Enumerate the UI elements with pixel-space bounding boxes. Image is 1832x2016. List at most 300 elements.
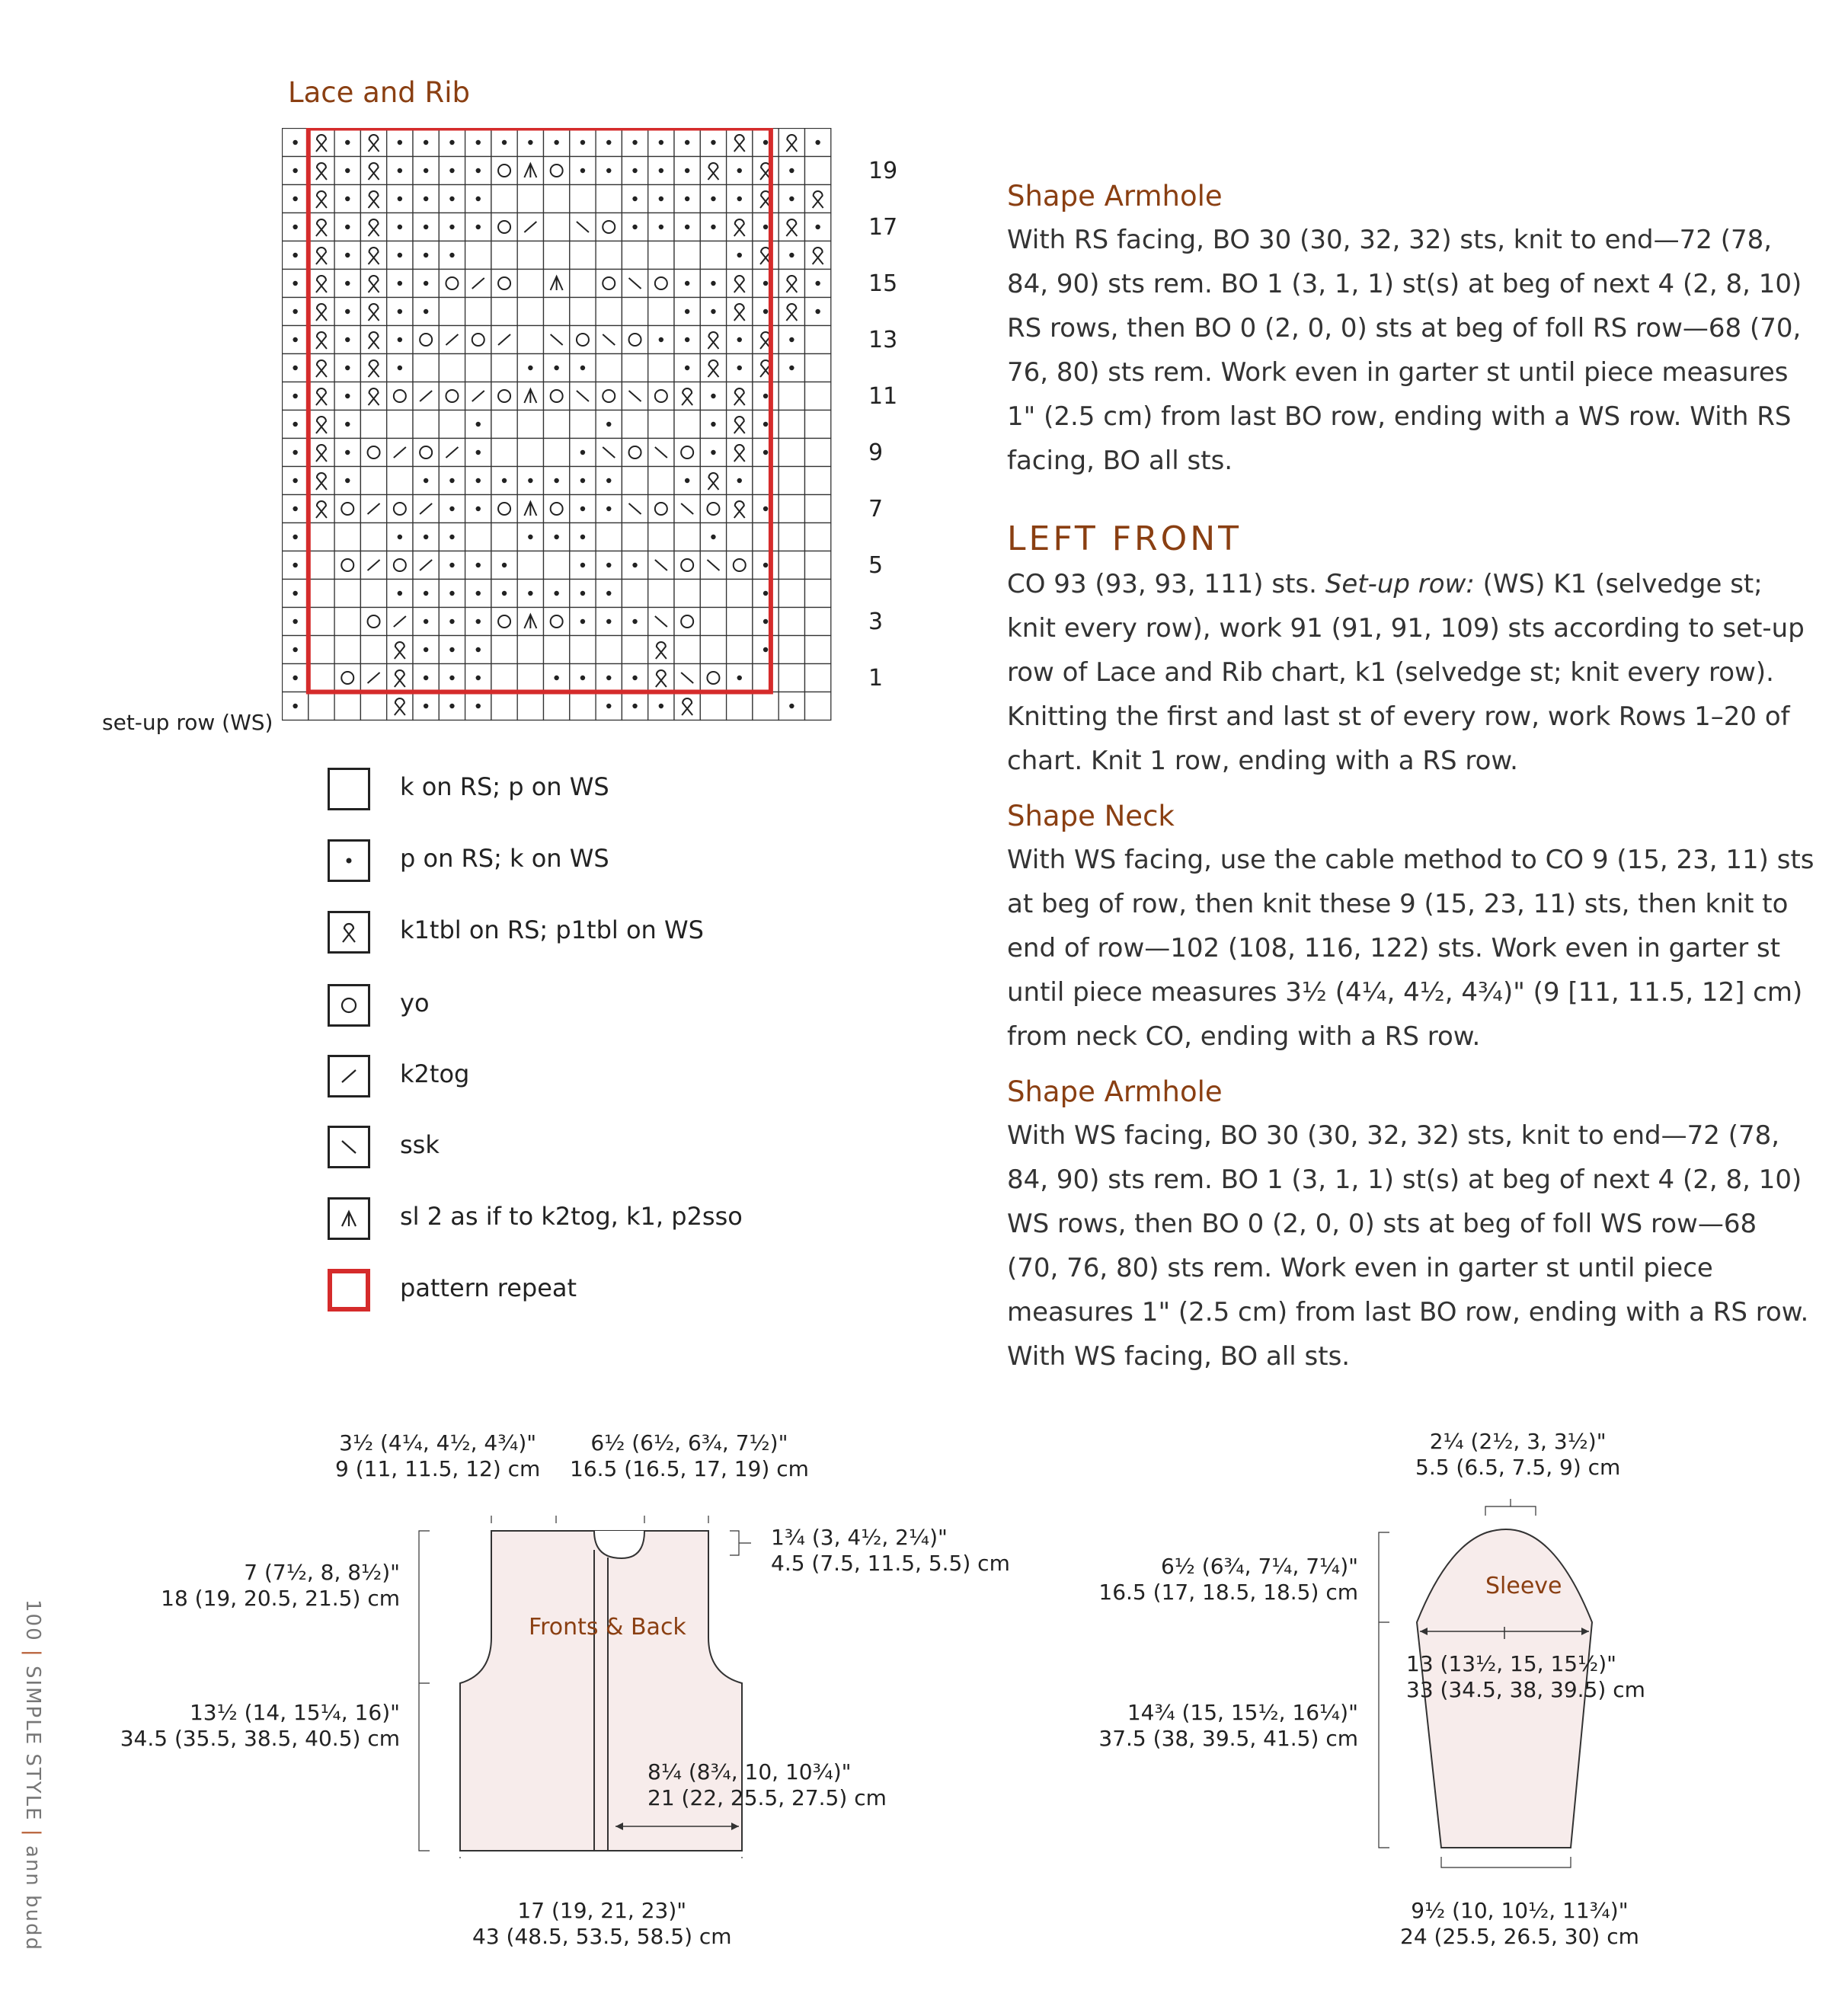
book-title: SIMPLE STYLE bbox=[21, 1665, 44, 1822]
purl-dot-icon bbox=[449, 676, 454, 680]
chart-cell bbox=[727, 298, 753, 326]
purl-dot-icon bbox=[345, 450, 350, 455]
dim-inches: 17 (19, 21, 23)" bbox=[517, 1898, 687, 1923]
purl-dot-icon bbox=[293, 647, 297, 652]
chart-cell bbox=[805, 241, 831, 270]
purl-dot-icon bbox=[293, 140, 297, 145]
dim-inches: 7 (7½, 8, 8½)" bbox=[244, 1560, 400, 1585]
chart-cell bbox=[622, 467, 647, 495]
chart-cell bbox=[309, 608, 334, 636]
chart-cell bbox=[360, 636, 386, 664]
chart-cell bbox=[805, 185, 831, 213]
purl-dot-icon bbox=[476, 196, 481, 201]
purl-dot-icon bbox=[449, 478, 454, 483]
chart-cell bbox=[805, 157, 831, 185]
purl-dot-icon bbox=[424, 478, 428, 483]
chart-cell bbox=[779, 580, 804, 608]
purl-dot-icon bbox=[293, 309, 297, 314]
section-heading-shape-armhole-2: Shape Armhole bbox=[1007, 1075, 1223, 1108]
purl-dot-icon bbox=[528, 140, 532, 145]
dim-armhole-depth bbox=[161, 1560, 400, 1612]
chart-cell bbox=[570, 298, 596, 326]
chart-cell bbox=[334, 636, 360, 664]
chart-cell bbox=[596, 213, 622, 241]
purl-dot-icon bbox=[424, 309, 428, 314]
chart-cell bbox=[544, 157, 570, 185]
chart-cell bbox=[544, 298, 570, 326]
purl-dot-icon bbox=[580, 478, 585, 483]
purl-dot-icon bbox=[345, 281, 350, 286]
italic-run: Set-up row: bbox=[1325, 569, 1475, 599]
chart-cell bbox=[805, 580, 831, 608]
purl-dot-icon bbox=[345, 225, 350, 229]
chart-cell bbox=[360, 467, 386, 495]
purl-dot-icon bbox=[476, 506, 481, 511]
purl-dot-icon bbox=[815, 140, 820, 145]
chart-cell bbox=[360, 129, 386, 157]
purl-dot-icon bbox=[398, 281, 402, 286]
purl-dot-icon bbox=[580, 140, 585, 145]
purl-dot-icon bbox=[476, 450, 481, 455]
chart-cell bbox=[309, 411, 334, 439]
chart-cell bbox=[517, 692, 543, 720]
dim-cm: 43 (48.5, 53.5, 58.5) cm bbox=[472, 1924, 732, 1949]
chart-cell bbox=[517, 298, 543, 326]
chart-cell bbox=[465, 523, 491, 551]
chart-cell bbox=[439, 270, 465, 298]
chart-cell bbox=[387, 664, 413, 692]
chart-cell bbox=[517, 326, 543, 354]
purl-dot-icon bbox=[632, 676, 637, 680]
setup-row-label: set-up row (WS) bbox=[102, 710, 273, 735]
chart-cell bbox=[622, 580, 647, 608]
purl-dot-icon bbox=[606, 563, 611, 567]
purl-dot-icon bbox=[398, 253, 402, 257]
purl-dot-icon bbox=[293, 535, 297, 539]
legend-label: ssk bbox=[400, 1130, 440, 1159]
double-decrease-icon bbox=[328, 1197, 370, 1240]
dim-inches: 3½ (4¼, 4½, 4¾)" bbox=[339, 1430, 537, 1455]
purl-dot-icon bbox=[449, 647, 454, 652]
chart-cell bbox=[674, 551, 700, 580]
purl-dot-icon bbox=[554, 140, 558, 145]
purl-dot-icon bbox=[345, 140, 350, 145]
chart-cell bbox=[805, 692, 831, 720]
purl-dot-icon bbox=[449, 506, 454, 511]
purl-dot-icon bbox=[476, 619, 481, 624]
chart-cell bbox=[309, 270, 334, 298]
purl-dot-icon bbox=[580, 619, 585, 624]
purl-dot-icon bbox=[632, 225, 637, 229]
chart-cell bbox=[309, 326, 334, 354]
purl-dot-icon bbox=[293, 619, 297, 624]
chart-cell bbox=[674, 411, 700, 439]
chart-cell bbox=[439, 411, 465, 439]
chart-cell bbox=[779, 213, 804, 241]
dim-cm: 9 (11, 11.5, 12) cm bbox=[335, 1456, 541, 1481]
chart-cell bbox=[805, 551, 831, 580]
chart-cell bbox=[727, 523, 753, 551]
purl-dot-icon bbox=[528, 591, 532, 596]
purl-dot-icon bbox=[293, 506, 297, 511]
purl-dot-icon bbox=[763, 506, 768, 511]
purl-dot-icon bbox=[424, 168, 428, 173]
dim-front-width bbox=[647, 1759, 887, 1811]
chart-cell bbox=[727, 495, 753, 523]
chart-cell bbox=[387, 551, 413, 580]
chart-cell bbox=[596, 354, 622, 382]
chart-cell bbox=[648, 636, 674, 664]
purl-dot-icon bbox=[737, 168, 742, 173]
purl-dot-icon bbox=[763, 225, 768, 229]
chart-cell bbox=[491, 523, 517, 551]
chart-cell bbox=[570, 692, 596, 720]
purl-dot-icon bbox=[815, 281, 820, 286]
page-number: 100 bbox=[21, 1599, 44, 1642]
dot-icon bbox=[328, 839, 370, 882]
purl-dot-icon bbox=[449, 535, 454, 539]
purl-dot-icon bbox=[293, 478, 297, 483]
chart-cell bbox=[544, 382, 570, 411]
chart-cell bbox=[570, 185, 596, 213]
purl-dot-icon bbox=[293, 704, 297, 708]
chart-cell bbox=[334, 495, 360, 523]
purl-dot-icon bbox=[476, 704, 481, 708]
purl-dot-icon bbox=[449, 563, 454, 567]
chart-cell bbox=[334, 692, 360, 720]
chart-cell bbox=[753, 692, 779, 720]
row-number: 13 bbox=[868, 327, 898, 353]
purl-dot-icon bbox=[554, 676, 558, 680]
chart-cell bbox=[674, 692, 700, 720]
dim-cap-height bbox=[1098, 1554, 1358, 1605]
purl-dot-icon bbox=[763, 281, 768, 286]
chart-cell bbox=[517, 636, 543, 664]
dim-inches: 1¾ (3, 4½, 2¼)" bbox=[771, 1525, 948, 1550]
chart-cell bbox=[309, 382, 334, 411]
chart-cell bbox=[309, 439, 334, 467]
chart-cell bbox=[570, 326, 596, 354]
chart-cell bbox=[309, 467, 334, 495]
chart-cell bbox=[570, 636, 596, 664]
chart-cell bbox=[674, 523, 700, 551]
purl-dot-icon bbox=[606, 704, 611, 708]
chart-cell bbox=[309, 636, 334, 664]
row-number: 5 bbox=[868, 552, 884, 579]
purl-dot-icon bbox=[398, 225, 402, 229]
schematic-label-fronts-back: Fronts & Back bbox=[529, 1614, 686, 1641]
purl-dot-icon bbox=[763, 309, 768, 314]
purl-dot-icon bbox=[476, 676, 481, 680]
chart-cell bbox=[544, 636, 570, 664]
purl-dot-icon bbox=[554, 535, 558, 539]
chart-cell bbox=[727, 382, 753, 411]
chart-cell bbox=[309, 692, 334, 720]
chart-cell bbox=[360, 439, 386, 467]
chart-cell bbox=[309, 580, 334, 608]
chart-cell bbox=[596, 636, 622, 664]
dim-sleeve-top bbox=[1415, 1429, 1620, 1481]
lace-and-rib-chart bbox=[282, 128, 846, 737]
chart-cell bbox=[700, 326, 726, 354]
chart-cell bbox=[544, 692, 570, 720]
chart-cell bbox=[309, 129, 334, 157]
chart-cell bbox=[805, 495, 831, 523]
purl-dot-icon bbox=[737, 366, 742, 370]
chart-cell bbox=[727, 213, 753, 241]
chart-cell bbox=[309, 495, 334, 523]
legend-label: pattern repeat bbox=[400, 1273, 577, 1302]
paragraph bbox=[1007, 562, 1814, 783]
chart-cell bbox=[700, 495, 726, 523]
paragraph: With RS facing, BO 30 (30, 32, 32) sts, knit to end—72 (78, 84, 90) sts rem. BO 1 (3, 1, 1) st(s) at beg of next 4 (2, 8, 10) RS rows, then BO 0 (2, 0, 0) sts at beg of foll RS row—68 (70, 76, 80) sts rem. Work even in garter st until piece measures 1" (2.5 cm) from last BO row, ending with a WS row. With RS facing, BO all sts. bbox=[1007, 225, 1802, 476]
chart-cell bbox=[309, 664, 334, 692]
purl-dot-icon bbox=[293, 422, 297, 427]
purl-dot-icon bbox=[476, 478, 481, 483]
chart-cell bbox=[648, 411, 674, 439]
chart-cell bbox=[700, 354, 726, 382]
legend-label: sl 2 as if to k2tog, k1, p2sso bbox=[400, 1202, 743, 1231]
chart-cell bbox=[674, 636, 700, 664]
purl-dot-icon bbox=[632, 168, 637, 173]
purl-dot-icon bbox=[554, 366, 558, 370]
dim-cm: 5.5 (6.5, 7.5, 9) cm bbox=[1415, 1455, 1621, 1480]
purl-dot-icon bbox=[580, 450, 585, 455]
chart-cell bbox=[309, 551, 334, 580]
chart-cell bbox=[779, 382, 804, 411]
purl-dot-icon bbox=[476, 140, 481, 145]
purl-dot-icon bbox=[345, 253, 350, 257]
chart-cell bbox=[491, 439, 517, 467]
chart-cell bbox=[727, 551, 753, 580]
purl-dot-icon bbox=[345, 309, 350, 314]
chart-cell bbox=[439, 382, 465, 411]
purl-dot-icon bbox=[580, 506, 585, 511]
chart-cell bbox=[309, 523, 334, 551]
dim-cm: 16.5 (16.5, 17, 19) cm bbox=[570, 1456, 809, 1481]
purl-dot-icon bbox=[580, 676, 585, 680]
purl-dot-icon bbox=[424, 591, 428, 596]
chart-cell bbox=[648, 354, 674, 382]
chart-cell bbox=[648, 382, 674, 411]
chart-cell bbox=[779, 467, 804, 495]
chart-cell bbox=[544, 411, 570, 439]
purl-dot-icon bbox=[293, 281, 297, 286]
chart-cell bbox=[596, 298, 622, 326]
chart-cell bbox=[387, 495, 413, 523]
chart-cell bbox=[753, 467, 779, 495]
purl-dot-icon bbox=[528, 535, 532, 539]
purl-dot-icon bbox=[685, 281, 689, 286]
dim-cm: 33 (34.5, 38, 39.5) cm bbox=[1406, 1677, 1645, 1702]
purl-dot-icon bbox=[449, 168, 454, 173]
chart-cell bbox=[596, 241, 622, 270]
purl-dot-icon bbox=[345, 168, 350, 173]
chart-cell bbox=[596, 270, 622, 298]
chart-title: Lace and Rib bbox=[288, 76, 471, 109]
purl-dot-icon bbox=[345, 366, 350, 370]
chart-cell bbox=[727, 608, 753, 636]
purl-dot-icon bbox=[606, 506, 611, 511]
chart-cell bbox=[805, 326, 831, 354]
section-heading-left-front: LEFT FRONT bbox=[1007, 519, 1242, 558]
chart-cell bbox=[309, 157, 334, 185]
chart-cell bbox=[779, 551, 804, 580]
purl-dot-icon bbox=[293, 676, 297, 680]
purl-dot-icon bbox=[763, 647, 768, 652]
purl-dot-icon bbox=[424, 619, 428, 624]
purl-dot-icon bbox=[763, 394, 768, 398]
purl-dot-icon bbox=[293, 394, 297, 398]
purl-dot-icon bbox=[293, 591, 297, 596]
chart-cell bbox=[334, 580, 360, 608]
purl-dot-icon bbox=[580, 168, 585, 173]
purl-dot-icon bbox=[424, 225, 428, 229]
purl-dot-icon bbox=[711, 450, 715, 455]
purl-dot-icon bbox=[711, 281, 715, 286]
schematic-label-sleeve: Sleeve bbox=[1485, 1573, 1562, 1599]
chart-cell bbox=[360, 157, 386, 185]
chart-cell bbox=[622, 241, 647, 270]
chart-cell bbox=[334, 551, 360, 580]
chart-cell bbox=[309, 213, 334, 241]
chart-cell bbox=[805, 608, 831, 636]
chart-cell bbox=[491, 382, 517, 411]
pattern-repeat-box-icon bbox=[328, 1269, 370, 1312]
purl-dot-icon bbox=[398, 140, 402, 145]
row-number: 1 bbox=[868, 665, 884, 692]
purl-dot-icon bbox=[685, 196, 689, 201]
chart-cell bbox=[648, 298, 674, 326]
purl-dot-icon bbox=[606, 140, 611, 145]
dim-body-width bbox=[472, 1898, 732, 1950]
footer-divider: | bbox=[21, 1649, 44, 1666]
purl-dot-icon bbox=[398, 366, 402, 370]
dim-cm: 24 (25.5, 26.5, 30) cm bbox=[1400, 1924, 1639, 1949]
chart-cell bbox=[779, 270, 804, 298]
purl-dot-icon bbox=[606, 168, 611, 173]
chart-cell bbox=[779, 636, 804, 664]
row-number: 11 bbox=[868, 383, 898, 410]
purl-dot-icon bbox=[606, 676, 611, 680]
chart-cell bbox=[491, 241, 517, 270]
chart-cell bbox=[779, 664, 804, 692]
chart-cell bbox=[622, 411, 647, 439]
chart-cell bbox=[674, 580, 700, 608]
purl-dot-icon bbox=[293, 563, 297, 567]
chart-cell bbox=[727, 411, 753, 439]
dim-shoulder-width bbox=[570, 1430, 809, 1482]
chart-cell bbox=[439, 298, 465, 326]
chart-cell bbox=[491, 213, 517, 241]
chart-cell bbox=[805, 354, 831, 382]
dim-cuff-width bbox=[1400, 1898, 1639, 1950]
chart-cell bbox=[648, 580, 674, 608]
chart-cell bbox=[674, 608, 700, 636]
purl-dot-icon bbox=[606, 591, 611, 596]
chart-cell bbox=[805, 467, 831, 495]
row-number: 15 bbox=[868, 270, 898, 297]
chart-cell bbox=[648, 467, 674, 495]
purl-dot-icon bbox=[398, 337, 402, 342]
chart-cell bbox=[544, 241, 570, 270]
purl-dot-icon bbox=[685, 366, 689, 370]
chart-cell bbox=[727, 692, 753, 720]
purl-dot-icon bbox=[476, 563, 481, 567]
dim-inches: 13½ (14, 15¼, 16)" bbox=[189, 1700, 400, 1725]
blank-square-icon bbox=[328, 768, 370, 810]
purl-dot-icon bbox=[398, 168, 402, 173]
purl-dot-icon bbox=[424, 196, 428, 201]
purl-dot-icon bbox=[449, 704, 454, 708]
dim-neck-width bbox=[335, 1430, 540, 1482]
dim-cm: 21 (22, 25.5, 27.5) cm bbox=[647, 1785, 887, 1810]
k2tog-slash-icon bbox=[328, 1055, 370, 1097]
chart-cell bbox=[727, 439, 753, 467]
purl-dot-icon bbox=[293, 253, 297, 257]
chart-cell bbox=[622, 523, 647, 551]
chart-cell bbox=[622, 354, 647, 382]
purl-dot-icon bbox=[659, 337, 663, 342]
chart-cell bbox=[753, 664, 779, 692]
purl-dot-icon bbox=[554, 478, 558, 483]
section-heading-shape-armhole: Shape Armhole bbox=[1007, 180, 1223, 212]
chart-cell bbox=[491, 636, 517, 664]
purl-dot-icon bbox=[502, 591, 507, 596]
purl-dot-icon bbox=[476, 591, 481, 596]
chart-cell bbox=[596, 382, 622, 411]
purl-dot-icon bbox=[449, 225, 454, 229]
chart-cell bbox=[805, 523, 831, 551]
purl-dot-icon bbox=[345, 337, 350, 342]
purl-dot-icon bbox=[580, 366, 585, 370]
ssk-backslash-icon bbox=[328, 1126, 370, 1168]
chart-cell bbox=[309, 185, 334, 213]
chart-cell bbox=[753, 326, 779, 354]
chart-cell bbox=[727, 129, 753, 157]
dim-inches: 8¼ (8¾, 10, 10¾)" bbox=[647, 1759, 852, 1784]
chart-cell bbox=[517, 241, 543, 270]
footer-divider: | bbox=[21, 1829, 44, 1845]
chart-cell bbox=[700, 608, 726, 636]
row-number: 17 bbox=[868, 214, 898, 241]
chart-cell bbox=[700, 580, 726, 608]
chart-cell bbox=[491, 495, 517, 523]
dim-inches: 2¼ (2½, 3, 3½)" bbox=[1429, 1429, 1607, 1454]
purl-dot-icon bbox=[789, 168, 794, 173]
purl-dot-icon bbox=[502, 563, 507, 567]
purl-dot-icon bbox=[293, 450, 297, 455]
purl-dot-icon bbox=[632, 196, 637, 201]
purl-dot-icon bbox=[711, 422, 715, 427]
legend-label: k1tbl on RS; p1tbl on WS bbox=[400, 915, 704, 944]
purl-dot-icon bbox=[632, 140, 637, 145]
chart-cell bbox=[517, 664, 543, 692]
chart-cell bbox=[700, 241, 726, 270]
purl-dot-icon bbox=[711, 140, 715, 145]
purl-dot-icon bbox=[711, 196, 715, 201]
purl-dot-icon bbox=[632, 619, 637, 624]
chart-cell bbox=[387, 411, 413, 439]
purl-dot-icon bbox=[293, 366, 297, 370]
dim-cm: 34.5 (35.5, 38.5, 40.5) cm bbox=[120, 1726, 400, 1751]
purl-dot-icon bbox=[398, 535, 402, 539]
chart-cell bbox=[779, 298, 804, 326]
chart-cell bbox=[334, 523, 360, 551]
purl-dot-icon bbox=[345, 478, 350, 483]
purl-dot-icon bbox=[685, 478, 689, 483]
chart-cell bbox=[491, 608, 517, 636]
